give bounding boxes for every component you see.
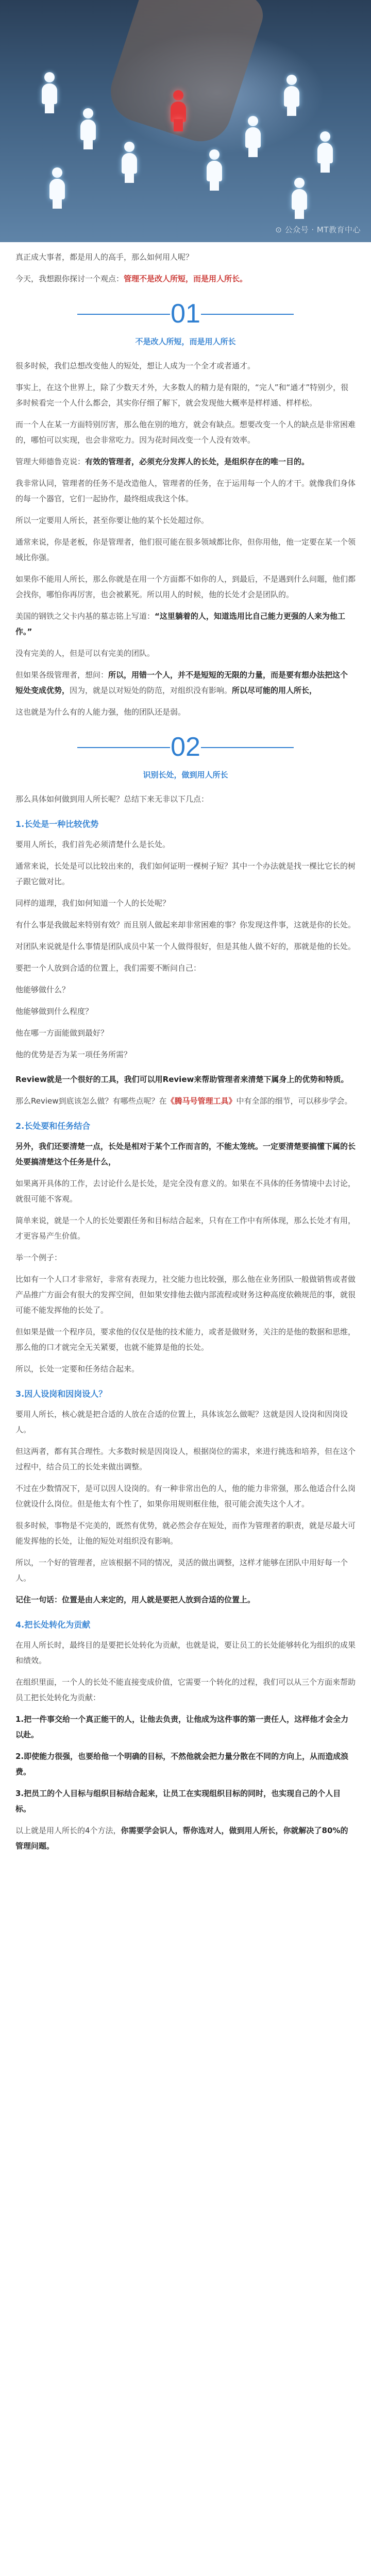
quote-prefix: 美国的钢铁之父卡内基的墓志铭上写道： xyxy=(15,612,155,621)
person-icon xyxy=(314,131,336,173)
conclusion-emphasis: 你需要学会识人，帮你选对人，做到用人所长，你就解决了80%的管理问题。 xyxy=(15,1826,348,1851)
intro-emphasis: 管理不是改人所短，而是用人所长。 xyxy=(124,274,248,283)
paragraph: 我非常认同，管理者的任务不是改造他人，管理者的任务，在于运用每一个人的才干。就像我们身体的每一个器官，它们一起协作，最终组成我这个体。 xyxy=(15,479,356,503)
question-4: 他的优势是否为某一项任务所需？ xyxy=(15,1050,132,1059)
paragraph: 要用人所长，我们首先必须清楚什么是长处。 xyxy=(15,840,171,849)
question-1: 他能够做什么？ xyxy=(15,985,70,994)
person-icon xyxy=(204,149,225,191)
hero-image xyxy=(0,0,371,242)
review-emphasis: Review就是一个很好的工具，我们可以用Review来帮助管理者来清楚下属身上的优势和特质。 xyxy=(15,1075,349,1084)
contribution-item-1: 1.把一件事交给一个真正能干的人，让他去负责，让他成为这件事的第一责任人，这样他才会全力以赴。 xyxy=(15,1715,349,1739)
intro-prefix: 今天，我想跟你探讨一个观点： xyxy=(15,274,124,283)
carnegie-quote xyxy=(15,608,356,639)
article-body xyxy=(0,242,371,1854)
contribution-item-2: 2.即使能力很强，也要给他一个明确的目标，不然他就会把力量分散在不同的方向上，从而造成浪费。 xyxy=(15,1752,349,1776)
question-2: 他能够做到什么程度？ xyxy=(15,1007,93,1016)
paragraph: 不过在少数情况下，是可以因人设岗的。有一种非常出色的人，他的能力非常强，那么他适合什么岗位就设什么岗位。但是他太有个性了，如果你用规则框住他，很可能会流失这个人才。 xyxy=(15,1484,356,1509)
person-icon xyxy=(119,142,140,183)
section-divider-right xyxy=(201,314,294,315)
subheading-4: 4.把长处转化为贡献 xyxy=(15,1620,91,1630)
subheading-3: 3.因人设岗和因岗设人？ xyxy=(15,1389,107,1399)
tool-link[interactable]: 《腾马号管理工具》 xyxy=(166,1096,237,1106)
section-divider-right xyxy=(201,747,294,748)
paragraph: 如果离开具体的工作，去讨论什么是长处，是完全没有意义的。如果在不具体的任务情境中去讨论，就很可能不客观。 xyxy=(15,1179,356,1204)
hero-watermark: ⊙ 公众号 · MT教育中心 xyxy=(275,225,361,234)
text-prefix: 那么Review到底该怎么做？有哪些点呢？在 xyxy=(15,1096,167,1106)
section-number-text: 02 xyxy=(171,732,200,762)
paragraph: 要把一个人放到合适的位置上，我们需要不断问自己： xyxy=(15,963,201,973)
section-number-2 xyxy=(15,729,356,765)
section-title-1: 不是改人所短，而是用人所长 xyxy=(135,337,236,346)
paragraph: 所以，一个好的管理者，应该根据不同的情况，灵活的做出调整，这样才能够在团队中用好每一个人。 xyxy=(15,1558,348,1583)
paragraph: 比如有一个人口才非常好，非常有表现力，社交能力也比较强，那么他在业务团队一般做销售或者做产品推广方面会有很大的发挥空间，但如果安排他去做内部流程或财务这种高度依赖规范的事，就很可能不能发挥他的长处了。 xyxy=(15,1275,356,1315)
person-icon xyxy=(46,167,68,209)
paragraph: 事实上，在这个世界上，除了少数天才外，大多数人的精力是有限的，“完人”和“通才”特别少，很多时候看完一个人什么都会，其实你仔细了解下，就会发现他大概率是样样通、样样松。 xyxy=(15,383,349,408)
paragraph: 没有完美的人，但是可以有完美的团队。 xyxy=(15,649,155,658)
paragraph: 如果你不能用人所长，那么你就是在用一个方面都不如你的人，到最后，不是遇到什么问题，他们都会找你，哪怕你再厉害，也会被累死。所以用人的时候，他的长处才会是团队的。 xyxy=(15,574,356,599)
paragraph: 很多时候，事物是不完美的，既然有优势，就必然会存在短处，而作为管理者的职责，就是尽最大可能发挥他的长处，让他的短处对组织没有影响。 xyxy=(15,1521,356,1546)
quote-prefix: 管理大师德鲁克说： xyxy=(15,457,86,466)
question-3: 他在哪一方面能做到最好？ xyxy=(15,1028,109,1038)
paragraph: 要用人所长，核心就是把合适的人放在合适的位置上，具体该怎么做呢？这就是因人设岗和因岗设人。 xyxy=(15,1410,348,1434)
paragraph xyxy=(15,1093,356,1109)
subheading-2: 2.长处要和任务结合 xyxy=(15,1121,91,1131)
text-emphasis: 所以，用错一个人，并不是短短的无限的力量，而是要有想办法把这个短处变成优势， xyxy=(15,670,348,695)
paragraph: 举一个例子： xyxy=(15,1253,62,1262)
paragraph xyxy=(15,667,356,698)
intro-paragraph: 真正成大事者，都是用人的高手，那么如何用人呢？ xyxy=(15,252,194,262)
intro-thesis xyxy=(15,271,356,286)
paragraph: 所以，长处一定要和任务结合起来。 xyxy=(15,1364,140,1374)
paragraph: 但这两者，都有其合理性。大多数时候是因岗设人，根据岗位的需求，来进行挑选和培养，但在这个过程中，结合员工的长处来做出调整。 xyxy=(15,1447,356,1471)
person-icon xyxy=(39,72,60,113)
drucker-quote xyxy=(15,454,356,469)
people-network-illustration xyxy=(0,0,371,242)
paragraph: 那么具体如何做到用人所长呢？总结下来无非以下几点： xyxy=(15,794,209,804)
contribution-item-3: 3.把员工的个人目标与组织目标结合起来，让员工在实现组织目标的同时，也实现自己的个人目标。 xyxy=(15,1789,341,1814)
conclusion-prefix: 以上就是用人所长的4个方法， xyxy=(15,1826,121,1835)
section-number-1 xyxy=(15,296,356,332)
paragraph: 对团队来说就是什么事情是团队成员中某一个人做得很好，但是其他人做不好的，那就是他的长处。 xyxy=(15,942,356,951)
person-icon xyxy=(281,75,302,116)
paragraph: 通常来说，长处是可以比较出来的，我们如何证明一棵树子短？其中一个办法就是找一棵比它长的树子跟它做对比。 xyxy=(15,861,356,886)
paragraph-emphasis: 记住一句话：位置是由人来定的，用人就是要把人放到合适的位置上。 xyxy=(15,1595,256,1604)
person-icon xyxy=(77,108,99,149)
paragraph: 通常来说，你是老板，你是管理者，他们很可能在很多领域都比你，但你用他，他一定要在某一个领域比你强。 xyxy=(15,537,356,562)
person-icon xyxy=(242,116,264,157)
paragraph: 有什么事是我做起来特别有效？而且别人做起来却非常困难的事？你发现这件事，这就是你的长处。 xyxy=(15,920,356,929)
text-prefix: 但如果各级管理者，想问： xyxy=(15,670,109,680)
section-title-2: 识别长处，做到用人所长 xyxy=(143,770,228,779)
subheading-1: 1.长处是一种比较优势 xyxy=(15,819,99,829)
text-suffix: 中有全部的细节，可以移步学会。 xyxy=(236,1096,352,1106)
paragraph: 但如果是做一个程序员，要求他的仅仅是他的技术能力，或者是做财务，关注的是他的数据和思维，那么他的口才就完全无关紧要，也就不能算是他的长处。 xyxy=(15,1327,356,1352)
paragraph: 在用人所长时，最终目的是要把长处转化为贡献，也就是说，要让员工的长处能够转化为组织的成果和绩效。 xyxy=(15,1640,356,1665)
section-divider-left xyxy=(77,314,170,315)
section-number-text: 01 xyxy=(171,299,200,329)
text-emphasis: 所以尽可能的用人所长， xyxy=(232,686,317,695)
highlighted-person-icon xyxy=(167,90,189,131)
paragraph: 所以一定要用人所长，甚至你要让他的某个长处超过你。 xyxy=(15,516,209,525)
paragraph: 简单来说，就是一个人的长处要跟任务和目标结合起来，只有在工作中有所体现，那么长处才有用，才更容易产生价值。 xyxy=(15,1216,356,1241)
paragraph: 而一个人在某一方面特别厉害，那么他在别的地方，就会有缺点。想要改变一个人的缺点是非常困难的，哪怕可以实现，也会非常吃力。因为花时间改变一个人没有效率。 xyxy=(15,420,356,445)
text-suffix: 因为，就是以对短处的防范，对组织没有影响。 xyxy=(70,686,232,695)
paragraph: 这也就是为什么有的人能力强，他的团队还是弱。 xyxy=(15,707,186,717)
conclusion-paragraph xyxy=(15,1823,356,1854)
paragraph: 同样的道理，我们如何知道一个人的长处呢？ xyxy=(15,899,171,908)
paragraph: 在组织里面，一个人的长处不能直接变成价值，它需要一个转化的过程，我们可以从三个方面来帮助员工把长处转化为贡献： xyxy=(15,1677,356,1702)
paragraph-emphasis: 另外，我们还要清楚一点，长处是相对于某个工作而言的，不能太笼统。一定要清楚要搞懂下属的长处要搞清楚这个任务是什么， xyxy=(15,1142,356,1166)
section-divider-left xyxy=(77,747,170,748)
person-icon xyxy=(289,178,310,219)
quote-emphasis: “这里躺着的人，知道选用比自己能力更强的人来为他工作。” xyxy=(15,612,345,636)
paragraph: 很多时候，我们总想改变他人的短处，想让人成为一个全才或者通才。 xyxy=(15,361,256,370)
quote-emphasis: 有效的管理者，必须充分发挥人的长处，是组织存在的唯一目的。 xyxy=(85,457,310,466)
